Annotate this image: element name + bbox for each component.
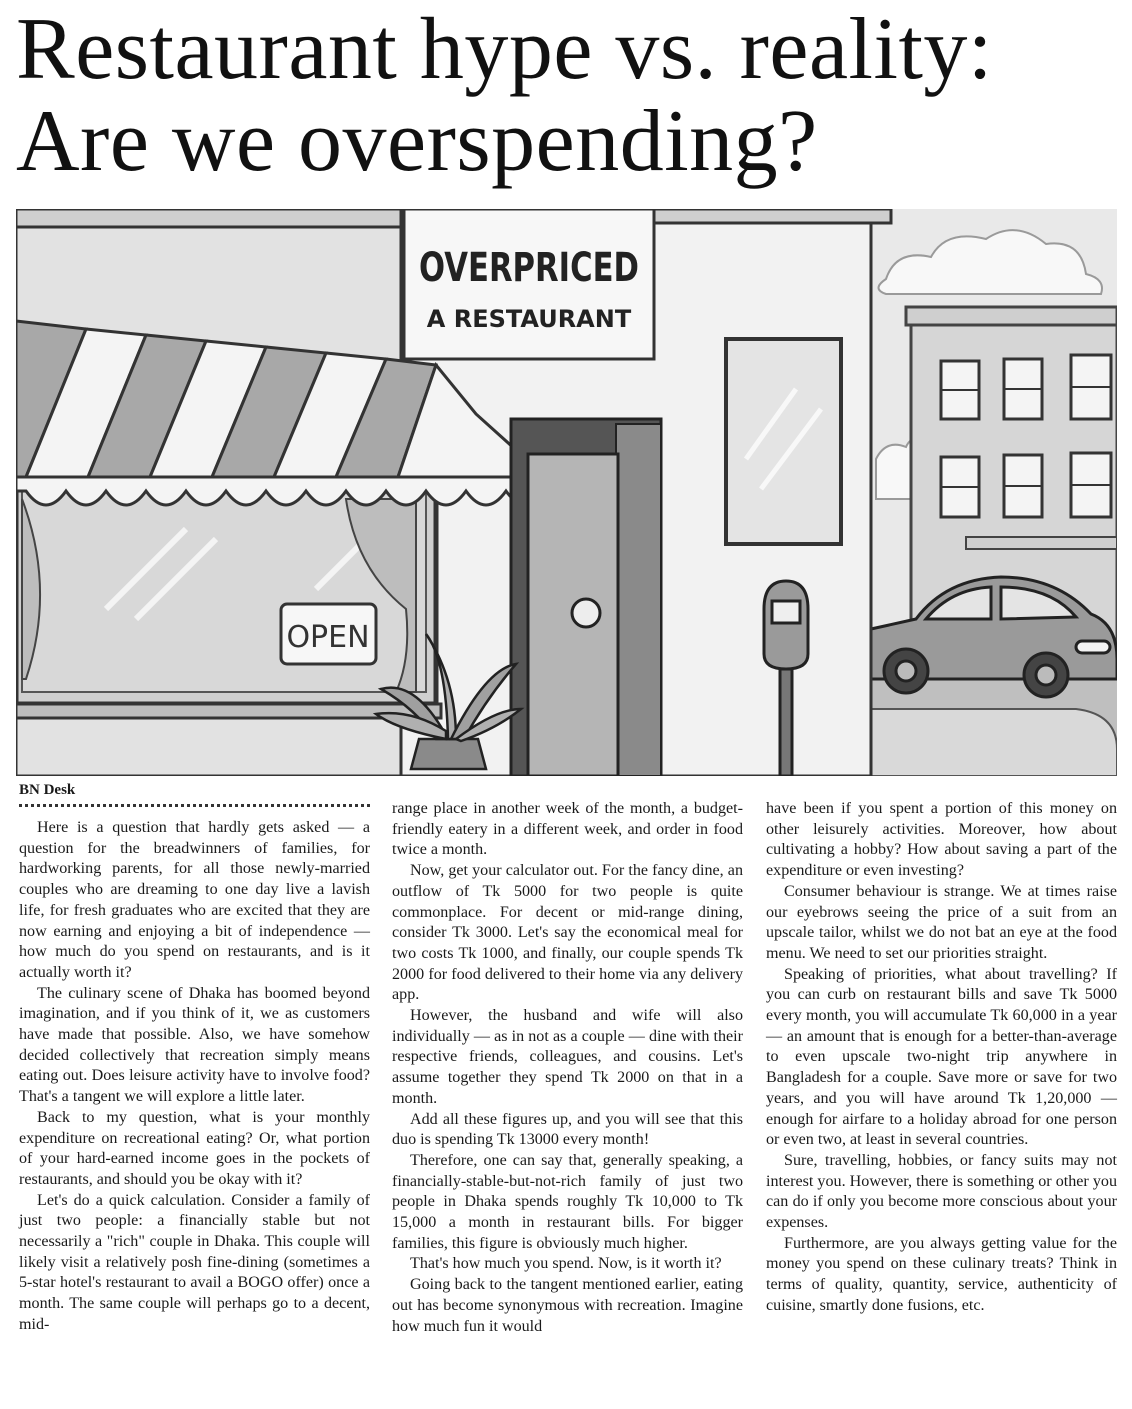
restaurant-illustration [16,209,1117,776]
paragraph: Therefore, one can say that, generally speaking, a financially-stable-but-not-rich family of just two people in Dhaka spends roughly Tk 10,000 to Tk 15,000 a month in restaurant bills. For bigger families, this figure is obviously much higher. [392,1151,743,1252]
paragraph: That's how much you spend. Now, is it worth it? [410,1255,722,1273]
paragraph: Now, get your calculator out. For the fancy dine, an outflow of Tk 5000 for two people is quite commonplace. For decent or mid-range dining, consider Tk 3000. Let's say the economical meal for two costs Tk 1000, and finally, our couple spends Tk 2000 for food delivered to their home via any delivery app. [392,862,743,1004]
sign-title-text: OVERPRICED [419,245,639,291]
paragraph: Back to my question, what is your monthly expenditure on recreational eating? Or, what portion of your hard-earned income goes in the pockets of restaurants, and should you be okay with it? [19,1108,370,1188]
paragraph: have been if you spent a portion of this money on other leisurely activities. Moreover, how about cultivating a hobby? How about saving a part of the expenditure or even investing? [766,800,1117,880]
paragraph: Add all these figures up, and you will see that this duo is spending Tk 13000 every month! [392,1110,743,1149]
paragraph: Furthermore, are you always getting value for the money you spend on these culinary treats? Think in terms of quality, quantity, service, authenticity of cuisine, smartly done fusions, etc. [766,1234,1117,1314]
paragraph: Let's do a quick calculation. Consider a family of just two people: a financially stable but not necessarily a "rich" couple in Dhaka. This couple will likely visit a relatively posh fine-dining (sometimes a 5-star hotel's restaurant to avail a BOGO offer) once a month. The same couple will perhaps go to a decent, mid- [19,1191,370,1333]
paragraph: Going back to the tangent mentioned earlier, eating out has become synonymous with recreation. Imagine how much fun it would [392,1276,743,1335]
open-sign-text: OPEN [286,620,370,655]
byline: BN Desk [19,782,76,798]
paragraph: Speaking of priorities, what about travelling? If you can curb on restaurant bills and save Tk 5000 every month, you will accumulate Tk 60,000 in a year — an amount that is enough for a better-than-average to even upscale two-night trip anywhere in Bangladesh for a couple. Save more or save for two years, and you will have around Tk 1,20,000 — enough for airfare to a holiday abroad for one person or even two, at least in several countries. [766,965,1117,1149]
article-column-1 [19,818,370,1336]
headline-line-1: Restaurant hype vs. reality: [16,1,993,98]
paragraph: range place in another week of the month, a budget-friendly eatery in a different week, and order in food twice a month. [392,800,743,859]
byline-divider [19,804,370,807]
paragraph: The culinary scene of Dhaka has boomed beyond imagination, and if you think of it, we as customers have made that possible. Also, we have somehow decided collectively that recreation simply means eating out. Does leisure activity have to involve food? That's a tangent we will explore a little later. [19,984,370,1106]
paragraph: However, the husband and wife will also individually — as in not as a couple — dine with their respective friends, colleagues, and cousins. Let's assume together they spend Tk 2000 on that in a month. [392,1007,743,1107]
paragraph: Consumer behaviour is strange. We at times raise our eyebrows seeing the price of a suit from an upscale tailor, whilst we do not bat an eye at the food menu. We need to set our priorities straight. [766,882,1117,962]
sign-subtitle-text: A RESTAURANT [426,305,632,333]
article-column-3 [766,799,1117,1317]
headline [16,1,1126,190]
headline-line-2: Are we overspending? [16,93,818,190]
article-column-2 [392,799,743,1337]
paragraph: Here is a question that hardly gets asked — a question for the breadwinners of families, for hardworking parents, for all those newly-married couples who are dreaming to one day live a lavish life, for fresh graduates who are excited that they are now earning and enjoying a bit of independence — how much do you spend on restaurants, and is it actually worth it? [19,819,370,981]
paragraph: Sure, travelling, hobbies, or fancy suits may not interest you. However, there is something or other you can do if only you become more conscious about your expenses. [766,1151,1117,1232]
